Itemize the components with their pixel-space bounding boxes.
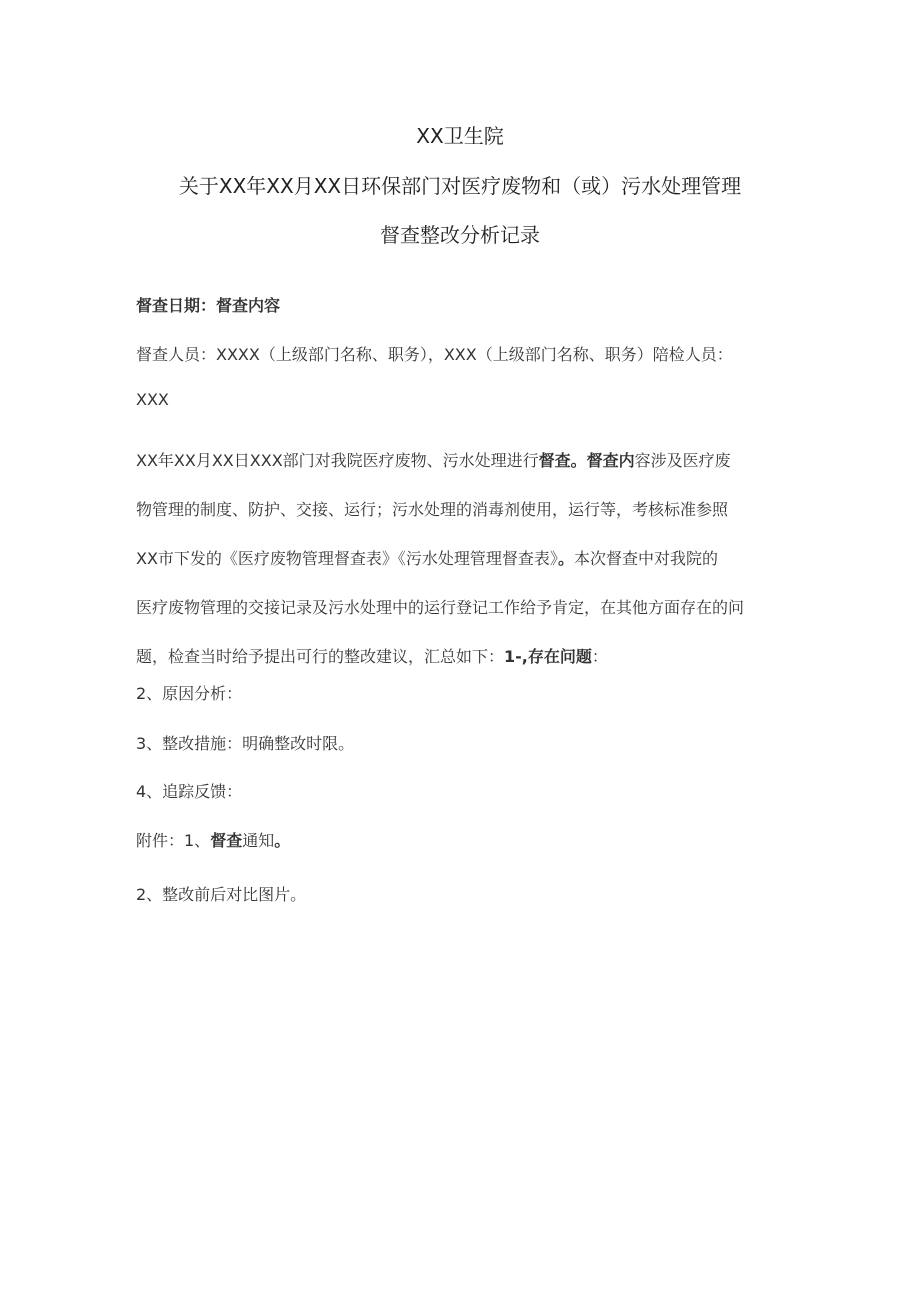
summary-row <box>136 632 786 681</box>
attachment-item-2: 2、整改前后对比图片。 <box>136 885 307 904</box>
document-subject-title: 关于XX年XX月XX日环保部门对医疗废物和（或）污水处理管理 <box>178 174 742 198</box>
inspection-date-line: 督查日期：督查内容 <box>136 296 281 315</box>
summary-text: 本次督查中对我院的 <box>573 549 718 568</box>
document-record-title: 督查整改分析记录 <box>380 223 540 247</box>
summary-text: 题，检查当时给予提出可行的整改建议，汇总如下： <box>136 647 505 666</box>
attachment-item-1 <box>136 828 290 851</box>
summary-text: ： <box>591 647 608 666</box>
summary-row <box>136 583 786 632</box>
inspection-staff-line: 督查人员：XXXX（上级部门名称、职务），XXX（上级部门名称、职务）陪检人员： <box>136 345 733 364</box>
summary-text: 容涉及医疗废 <box>634 451 731 470</box>
summary-bold-text: 督查。督查内 <box>538 451 635 470</box>
corrective-measures-item: 3、整改措施：明确整改时限。 <box>136 734 355 753</box>
summary-bold-text: 1-,存在问题 <box>504 647 592 666</box>
summary-bold-text: 。 <box>557 549 574 568</box>
attachment-text: 通知 <box>242 831 275 850</box>
attachment-period: 。 <box>274 831 291 850</box>
follow-up-feedback-item: 4、追踪反馈： <box>136 782 243 801</box>
inspection-staff-continuation: XXX <box>136 390 169 409</box>
summary-text: 物管理的制度、防护、交接、运行；污水处理的消毒剂使用，运行等，考核标准参照 <box>136 500 729 519</box>
summary-row <box>136 485 786 534</box>
summary-text: 医疗废物管理的交接记录及污水处理中的运行登记工作给予肯定，在其他方面存在的问 <box>136 598 745 617</box>
inspection-summary-paragraph <box>136 436 786 681</box>
summary-row <box>136 534 786 583</box>
summary-row <box>136 436 786 485</box>
hospital-name-title: XX卫生院 <box>416 124 504 148</box>
attachment-prefix: 附件：1、 <box>136 831 211 850</box>
summary-text: XX市下发的《医疗废物管理督查表》《污水处理管理督查表》 <box>136 549 558 568</box>
attachment-bold-text: 督查 <box>210 831 243 850</box>
summary-text: XX年XX月XX日XXX部门对我院医疗废物、污水处理进行 <box>136 451 539 470</box>
reason-analysis-item: 2、原因分析： <box>136 684 243 703</box>
